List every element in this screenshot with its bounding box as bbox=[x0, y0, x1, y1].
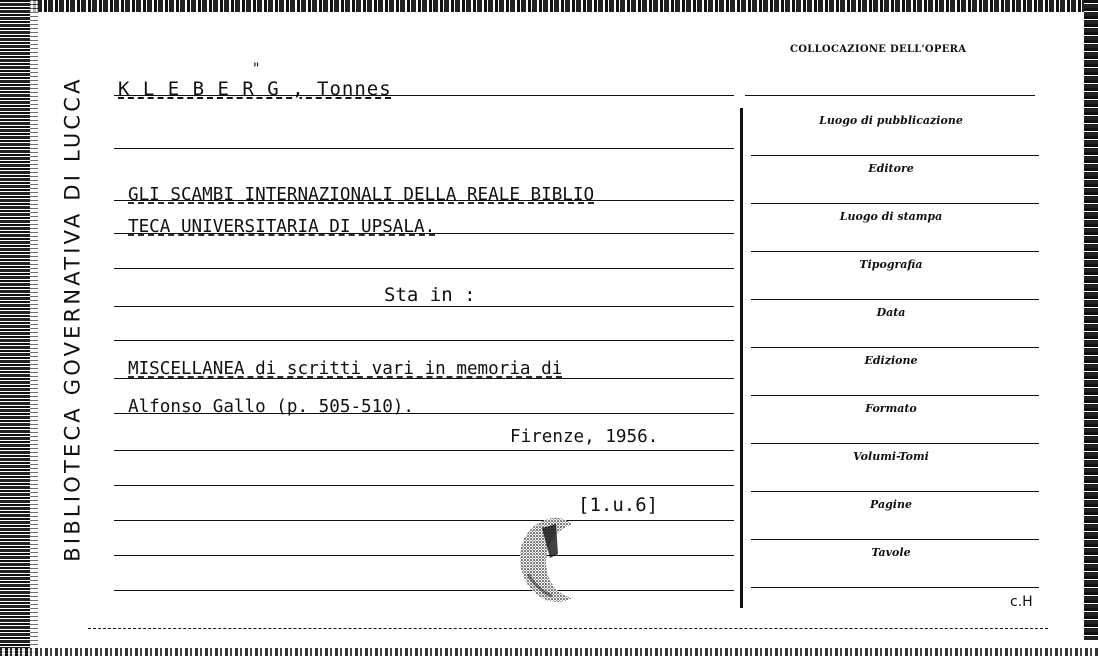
source-line-1: MISCELLANEA di scritti vari in memoria di bbox=[128, 359, 563, 379]
field-row bbox=[743, 348, 1039, 396]
card-left-edge bbox=[0, 0, 30, 656]
field-row bbox=[743, 204, 1039, 252]
shelfmark: [1.u.6] bbox=[578, 494, 659, 516]
field-label: Pagine bbox=[870, 498, 912, 511]
ruled-line-bottom bbox=[88, 628, 1048, 629]
field-row bbox=[743, 108, 1039, 156]
title-line-1: GLI SCAMBI INTERNAZIONALI DELLA REALE BIBLIO bbox=[128, 185, 595, 205]
ruled-line bbox=[745, 95, 1035, 96]
field-label: Tavole bbox=[871, 546, 911, 559]
ruled-line bbox=[114, 148, 734, 149]
field-label: Editore bbox=[868, 162, 914, 175]
field-label: Tipografia bbox=[859, 258, 923, 271]
ruled-line bbox=[114, 340, 734, 341]
ruled-line bbox=[114, 268, 734, 269]
author-heading: K L E B E R G , Tonnes bbox=[118, 78, 392, 100]
place-date: Firenze, 1956. bbox=[510, 427, 659, 447]
field-row bbox=[743, 492, 1039, 540]
card-top-edge bbox=[0, 0, 1098, 12]
field-row bbox=[743, 300, 1039, 348]
field-row bbox=[743, 252, 1039, 300]
field-row bbox=[743, 396, 1039, 444]
field-row bbox=[743, 540, 1039, 588]
ruled-line bbox=[114, 450, 734, 451]
ruled-line bbox=[114, 306, 734, 307]
field-row bbox=[743, 156, 1039, 204]
card-left-edge-shadow bbox=[30, 0, 38, 656]
collocation-box bbox=[740, 108, 1039, 608]
field-label: Luogo di pubblicazione bbox=[819, 114, 963, 127]
footer-mark: c.H bbox=[1010, 594, 1033, 610]
ruled-line bbox=[114, 520, 734, 521]
ruled-line bbox=[114, 485, 734, 486]
field-label: Edizione bbox=[864, 354, 918, 367]
source-line-2: Alfonso Gallo (p. 505-510). bbox=[128, 397, 414, 417]
field-label: Formato bbox=[865, 402, 917, 415]
card-right-edge bbox=[1084, 0, 1098, 640]
field-line bbox=[751, 587, 1039, 588]
field-label: Data bbox=[876, 306, 906, 319]
author-diacritic: " bbox=[252, 61, 261, 77]
library-name: BIBLIOTECA GOVERNATIVA DI LUCCA bbox=[61, 76, 85, 562]
card-bottom-edge bbox=[0, 648, 1098, 656]
title-line-2: TECA UNIVERSITARIA DI UPSALA. bbox=[128, 217, 436, 237]
field-row bbox=[743, 444, 1039, 492]
field-label: Volumi-Tomi bbox=[853, 450, 929, 463]
library-stamp-icon bbox=[512, 514, 592, 606]
ruled-line bbox=[114, 555, 734, 556]
collocation-heading: COLLOCAZIONE DELL'OPERA bbox=[790, 44, 967, 55]
library-name-vertical bbox=[58, 30, 88, 608]
in-label: Sta in : bbox=[384, 284, 476, 306]
field-label: Luogo di stampa bbox=[839, 210, 943, 223]
ruled-line bbox=[114, 590, 734, 591]
